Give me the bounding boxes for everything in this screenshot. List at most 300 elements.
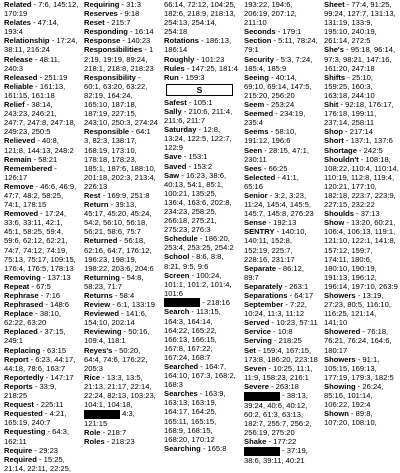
- index-entry: [324, 327, 399, 354]
- entry-term: Show: [324, 218, 345, 228]
- index-entry: [4, 55, 79, 73]
- entry-term: Replacing: [4, 345, 41, 355]
- index-entry: [84, 291, 159, 300]
- entry-term: Reportedly: [4, 372, 44, 382]
- entry-locators: - 137:1, 137:6: [343, 136, 393, 146]
- entry-locators: - 58:4: [112, 291, 135, 300]
- entry-locators: - 163:9, 163:13, 163:19, 164:17, 164:25, 165:11, 165:15, 168:9, 168:15, 168:20, 170:12: [164, 389, 226, 444]
- index-entry: [324, 45, 399, 72]
- entry-locators: - 217:14: [342, 127, 373, 137]
- entry-term: Removing: [4, 272, 41, 282]
- index-entry: [84, 36, 159, 45]
- entry-locators: - 25:10, 159:25, 160:3, 163:18, 244:10: [324, 72, 375, 100]
- entry-locators: - 37:19, 38:6, 39:11, 40:21: [244, 446, 308, 465]
- entry-locators: - 1 2:19, 19:19, 89:24, 218:1, 218:8, 218:23: [84, 45, 154, 73]
- entry-term: Role: [84, 427, 101, 437]
- entry-locators: - 251:19: [37, 72, 68, 82]
- entry-term: Report: [4, 354, 29, 364]
- index-entry: [244, 191, 319, 218]
- index-entry: [84, 309, 159, 327]
- entry-locators: - 165:8: [200, 443, 227, 453]
- index-entry: [164, 73, 239, 82]
- entry-term: Run: [164, 72, 179, 82]
- index-entry: [84, 409, 159, 428]
- entry-term: Showers: [324, 291, 356, 300]
- entry-locators: - 225:11: [33, 400, 64, 410]
- entry-locators: - 38:14, 243:23, 246:21, 247:7, 247:8, 247:18, 249:23, 250:5: [4, 100, 76, 137]
- entry-term: Showers: [324, 354, 356, 364]
- entry-locators: - 218:16: [200, 297, 230, 307]
- index-entry: [84, 18, 159, 27]
- entry-locators: - 46:6, 46:9, 47:7, 48:2, 58:25, 74:1, 178:15: [4, 181, 77, 210]
- index-entry: [4, 409, 79, 427]
- index-entry: [164, 298, 239, 308]
- entry-term: Relationship: [4, 36, 50, 46]
- entry-term: Response: [84, 36, 121, 46]
- entry-locators: - 6:23, 44:17, 44:18, 78:6, 163:7: [4, 354, 76, 373]
- index-entry: [244, 437, 319, 446]
- entry-term: Seem: [244, 100, 265, 110]
- index-entry: [164, 125, 239, 152]
- entry-locators: - 234:19, 235:4: [244, 109, 306, 128]
- entry-locators: - 16:23, 38:6, 40:13, 54:1, 85:1, 100:21, 135:25, 136:4, 163:6, 202:8, 234:23, 258:25, 266:18, 275:21, 275:23, 276:3: [164, 170, 232, 235]
- entry-term: Returns: [84, 291, 113, 300]
- entry-term: Seems: [244, 127, 269, 137]
- entry-term: Release: [4, 54, 33, 64]
- entry-locators: - 10:25, 11:1, 11:9, 158:23, 216:1: [244, 363, 313, 382]
- entry-term: Relieved: [4, 136, 36, 146]
- entry-term: Saturday: [164, 125, 197, 135]
- index-entry: [324, 291, 399, 327]
- entry-term: Shop: [324, 127, 343, 137]
- entry-locators: - 16:14: [127, 27, 154, 37]
- redaction-bar: [84, 410, 120, 419]
- entry-locators: - 64:3, 162:11: [4, 427, 69, 446]
- index-entry: 66:14, 72:12, 104:25, 182:6, 218:9, 218:13, 254:13, 254:14, 254:18: [164, 0, 236, 37]
- index-entry: [4, 155, 79, 164]
- entry-locators: - 91:1, 105:15, 169:13, 177:19, 179:3, 182:5: [324, 354, 394, 382]
- entry-locators: - 159:4, 167:15, 173:8, 186:20, 223:18: [244, 345, 318, 364]
- entry-locators: - 54:8, 58:23, 71:7: [84, 272, 144, 291]
- entry-locators: - 13:3, 13:5, 21:13, 21:17, 22:14, 22:24, 82:13, 103:23, 104:1, 104:18,: [84, 372, 156, 410]
- entry-locators: - 12:8, 13:24, 122:5, 122:7, 122:9: [164, 125, 232, 153]
- entry-locators: - 63:15: [40, 345, 67, 355]
- entry-term: School: [164, 252, 190, 262]
- index-entry: [4, 273, 79, 282]
- entry-term: Responsible: [84, 127, 130, 137]
- entry-term: Saved: [164, 161, 187, 171]
- entry-term: Seen: [244, 145, 263, 155]
- entry-term: Requested: [4, 409, 43, 419]
- entry-term: Sees: [244, 163, 262, 173]
- index-entry: [244, 109, 319, 127]
- entry-term: Showered: [324, 327, 361, 337]
- entry-locators: - 67:5: [29, 281, 51, 291]
- index-entry: [244, 100, 319, 109]
- index-entry: [4, 182, 79, 209]
- entry-term: She's: [324, 45, 344, 55]
- entry-locators: - 56:18, 62:16, 64:7, 176:12, 196:23, 198:19, 198:22, 203:6, 204:6: [84, 236, 154, 273]
- entry-locators: - 13:20, 60:21, 106:4, 106:13, 119:1, 121:10, 122:1, 141:8, 157:12, 159:7, 174:11, 180:6, 180:10, 190:19, 191:13, 196:12, 196:14, 197:10, 263:9: [324, 218, 398, 291]
- index-entry: [4, 400, 79, 409]
- entry-term: Returning: [84, 272, 120, 282]
- index-entry: [84, 428, 159, 437]
- entry-term: Safest: [164, 97, 187, 107]
- entry-locators: - 179:1: [275, 27, 302, 37]
- entry-locators: - 137:13: [40, 272, 71, 282]
- index-entry: [84, 200, 159, 236]
- index-entry: [84, 45, 159, 72]
- index-entry: [4, 282, 79, 291]
- entry-locators: - 76:18, 76:21, 76:24, 164:6, 180:17: [324, 327, 392, 355]
- entry-term: Saw: [164, 170, 180, 180]
- index-entry: [84, 73, 159, 128]
- index-entry: [244, 55, 319, 73]
- entry-term: Reset: [84, 18, 105, 28]
- entry-locators: - 48:11, 240:3: [4, 54, 61, 73]
- entry-locators: - 108:18, 108:22, 110:4, 110:14, 110:19, 112:8, 119:4, 120:21, 177:10, 182:18, 223:7, 223:9, 227:15, 232:22: [324, 154, 399, 210]
- entry-locators: - 7:6, 145:12, 170:19: [4, 0, 79, 19]
- entry-term: Searches: [164, 389, 198, 399]
- index-entry: [4, 164, 79, 182]
- index-entry: [164, 362, 239, 389]
- index-entry: [244, 364, 319, 382]
- index-entry: [84, 437, 159, 446]
- entry-locators: - 92:18, 176:17, 176:18, 199:11, 237:14, 258:11: [324, 100, 394, 128]
- index-column-5: [320, 0, 400, 428]
- index-entry: [4, 309, 79, 327]
- entry-term: Requiring: [84, 0, 120, 9]
- entry-term: Reports: [4, 381, 33, 391]
- entry-locators: - 38:10, 62:22, 63:20: [4, 309, 62, 328]
- index-entry: [244, 73, 319, 100]
- index-entry: [4, 446, 79, 455]
- index-entry: [4, 373, 79, 382]
- entry-locators: - 218:23: [104, 436, 135, 446]
- index-entry: [324, 127, 399, 136]
- entry-locators: - 64:17: [287, 291, 314, 300]
- index-entry: [4, 382, 79, 400]
- index-entry: 193:22, 194:6, 206:19, 207:12, 211:10: [244, 0, 297, 28]
- entry-locators: - 26:24, 85:16, 101:14, 106:22, 192:4: [324, 381, 384, 410]
- entry-term: Replaced: [4, 327, 38, 337]
- index-entry: [244, 173, 319, 191]
- entry-locators: - 29:23: [32, 445, 59, 455]
- index-entry: [324, 73, 399, 100]
- index-column-1: [0, 0, 80, 473]
- entry-locators: - 101:23: [194, 54, 225, 64]
- entry-locators: - 4:21, 165:19, 240:7: [4, 409, 67, 428]
- entry-locators: - 86:12, 89:7: [244, 263, 304, 282]
- index-entry: [324, 155, 399, 210]
- index-entry: [4, 291, 79, 300]
- index-entry: [164, 36, 239, 54]
- index-entry: [4, 0, 79, 18]
- entry-term: Showing: [324, 381, 356, 391]
- index-entry: [244, 218, 319, 227]
- entry-term: Rephrased: [4, 300, 44, 310]
- index-entry: [244, 291, 319, 300]
- entry-locators: - 5:11, 78:24, 79:1: [244, 36, 318, 55]
- entry-locators: - 113:15, 164:3, 164:14, 164:22, 165:22, 166:13, 166:15, 167:8, 167:22, 167:24, 168:7: [164, 307, 221, 362]
- index-entry: [4, 327, 79, 345]
- entry-term: Related: [4, 0, 32, 9]
- index-entry: [84, 9, 159, 18]
- entry-term: Seemed: [244, 109, 274, 119]
- entry-locators: - 242:5: [356, 145, 383, 155]
- entry-term: Seeing: [244, 72, 269, 82]
- index-entry: [244, 36, 319, 54]
- entry-term: Required: [4, 454, 37, 464]
- entry-term: Roles: [84, 436, 105, 446]
- entry-term: Shoulds: [324, 209, 354, 219]
- index-entry: [324, 209, 399, 218]
- entry-term: Released: [4, 72, 38, 82]
- entry-locators: - 169:9, 251:8: [100, 190, 150, 200]
- index-entry: [244, 164, 319, 173]
- entry-term: Set: [244, 345, 256, 355]
- entry-term: Seven: [244, 363, 267, 373]
- index-entry: [244, 391, 319, 437]
- entry-term: Shortage: [324, 145, 357, 155]
- entry-term: Remain: [4, 154, 32, 164]
- entry-term: Separately: [244, 281, 283, 291]
- entry-term: Section: [244, 36, 272, 46]
- index-entry: [4, 82, 79, 100]
- entry-locators: - 31:3: [119, 0, 141, 9]
- index-entry: [164, 444, 239, 453]
- entry-term: Require: [4, 445, 33, 455]
- index-entry: [4, 73, 79, 82]
- entry-locators: - 186:20, 253:4, 253:25, 254:2: [164, 234, 234, 253]
- entry-locators: - 148:6: [43, 300, 70, 310]
- index-entry: [324, 382, 399, 409]
- entry-locators: - 50:20, 64:4, 74:6, 176:22, 205:3: [84, 345, 148, 373]
- entry-locators: - 66:25: [261, 163, 288, 173]
- entry-locators: - 89:8, 107:20, 108:10,: [324, 409, 377, 428]
- index-entry: [244, 346, 319, 364]
- entry-locators: - 41:1, 65:16: [244, 172, 299, 191]
- entry-term: Service: [244, 327, 272, 337]
- entry-term: Review: [84, 300, 111, 310]
- entry-locators: - 38:13, 39:24, 40:6, 40:12, 60:2, 61:3, 63:13, 182:7, 255:7, 256:2, 256:19, 275:20: [244, 391, 312, 437]
- entry-term: Reyes's: [84, 345, 113, 355]
- entry-locators: - 159:3: [178, 72, 205, 82]
- entry-locators: - 13:19, 27:23, 80:5, 116:10, 116:25, 121:14, 141:10: [324, 291, 391, 328]
- entry-locators: - 10:23, 57:11: [269, 318, 318, 328]
- entry-term: Replace: [4, 309, 34, 319]
- index-entry: [4, 136, 79, 154]
- entry-locators: - 64:1 3, 82:3, 138:17, 168:19, 173:10, 178:18, 178:23, 185:1, 187:6, 188:10, 201:18, 202:3, 213:4, 226:13: [84, 127, 156, 191]
- entry-term: Reliable: [4, 81, 34, 91]
- entry-locators: - 161:13, 161:15, 161:18: [4, 81, 66, 100]
- entry-term: Reviewing: [84, 327, 122, 337]
- entry-locators: - 164:7, 164:10, 167:3, 168:2, 168:3: [164, 361, 236, 390]
- entry-term: Save: [164, 152, 182, 162]
- entry-term: Searching: [164, 443, 201, 453]
- entry-locators: - 126:17: [4, 163, 57, 182]
- entry-locators: - 105:1: [186, 97, 213, 107]
- index-entry: [164, 252, 239, 270]
- entry-locators: - 40:14, 69:10, 69:14, 147:5, 215:20, 256:20: [244, 72, 312, 100]
- entry-locators: - 95:18, 96:14, 97:3, 98:21, 147:16, 161:20, 247:18: [324, 45, 396, 73]
- index-entry: [4, 100, 79, 136]
- index-entry: [4, 18, 79, 36]
- entry-term: Selected: [244, 172, 276, 182]
- entry-locators: - 192:13: [266, 218, 297, 228]
- entry-locators: - 6:1, 133:19: [110, 300, 155, 310]
- entry-term: Request: [4, 400, 34, 410]
- entry-term: Return: [84, 200, 109, 210]
- entry-locators: - 153:2: [186, 161, 213, 171]
- entry-locators: - 7:22, 10:24, 11:3, 11:12: [244, 300, 307, 319]
- entry-term: Screen: [164, 270, 190, 280]
- entry-locators: - 263:1: [282, 281, 309, 291]
- index-entry: [84, 127, 159, 191]
- index-entry: [164, 307, 239, 362]
- entry-locators: - 47:14, 193:4: [4, 18, 59, 37]
- index-entry: [164, 98, 239, 107]
- entry-term: Remove: [4, 181, 34, 191]
- index-entry: [324, 355, 399, 382]
- index-entry: [244, 146, 319, 164]
- entry-term: Requesting: [4, 427, 46, 437]
- index-entry: [164, 162, 239, 171]
- entry-locators: - 218:7: [100, 427, 127, 437]
- index-entry: [324, 0, 399, 45]
- entry-term: Shake: [244, 436, 267, 446]
- index-entry: [244, 318, 319, 327]
- entry-term: Senior: [244, 190, 268, 200]
- entry-term: Repeat: [4, 281, 30, 291]
- entry-locators: - 100:24, 101:1, 101:2, 101:4, 101:6: [164, 270, 232, 298]
- entry-term: Remembered: [4, 163, 53, 173]
- entry-term: Returned: [84, 236, 118, 246]
- entry-locators: - 10:8: [271, 327, 293, 337]
- entry-locators: - 17:24, 38:11, 216:24: [4, 36, 78, 55]
- entry-term: Seconds: [244, 27, 276, 37]
- entry-term: Shit: [324, 100, 339, 110]
- index-entry: [244, 264, 319, 282]
- section-letter-heading: S: [166, 84, 233, 96]
- entry-locators: - 77:4, 91:25, 99:24, 127:7, 131:13, 131:19, 133:9, 195:10, 240:19, 261:14, 272:5: [324, 0, 396, 46]
- entry-term: Sense: [244, 218, 267, 228]
- entry-term: Relates: [4, 18, 32, 28]
- entry-locators: - 15:25, 21:14, 22:11, 22:25,: [4, 454, 71, 473]
- index-entry: [4, 355, 79, 373]
- entry-term: Responsibilities: [84, 45, 143, 55]
- entry-locators: - 215:7: [104, 18, 131, 28]
- entry-term: Search: [164, 307, 190, 317]
- entry-term: Shifts: [324, 72, 346, 82]
- entry-locators: 4:3, 121:15: [84, 409, 135, 428]
- entry-locators: - 17:24, 33:6, 33:11, 42:1, 45:1, 58:25, 59:4, 59:6, 62:12, 62:21, 74:7, 74:12, 74:19, 75:13, 75:17, 109:15, 176:4, 176:5, 178:13: [4, 209, 76, 273]
- redaction-bar: [244, 392, 280, 401]
- entry-locators: - 28:15, 47:1, 230:11: [244, 145, 310, 164]
- entry-locators: - 40:8, 121:8, 144:13, 248:2: [4, 136, 74, 155]
- index-entry: [84, 273, 159, 291]
- entry-locators: - 177:22: [266, 436, 297, 446]
- entry-locators: - 153:1: [181, 152, 208, 162]
- index-entry: [84, 191, 159, 200]
- index-column-4: [240, 0, 320, 465]
- entry-term: Sheet: [324, 0, 345, 9]
- redaction-bar: [244, 447, 280, 456]
- index-entry: [164, 55, 239, 64]
- entry-locators: - 147:17: [43, 372, 74, 382]
- entry-term: Responsibility: [84, 72, 136, 82]
- entry-locators: - 210:6, 211:4, 211:6, 211:7: [164, 106, 233, 126]
- index-entry: [164, 64, 239, 73]
- entry-term: Rotations: [164, 36, 200, 46]
- entry-term: Rest: [84, 190, 101, 200]
- entry-term: Separate: [244, 263, 277, 273]
- entry-term: Roughly: [164, 54, 195, 64]
- index-entry: [324, 100, 399, 127]
- entry-locators: - 218:25: [271, 336, 302, 346]
- entry-term: Relief: [4, 100, 25, 110]
- entry-locators: - 50:16, 109:4, 118:1: [84, 327, 150, 346]
- entry-locators: - 39:13, 45:17, 45:20, 45:24, 54:2, 56:10, 56:18, 56:21, 58:6, 75:7: [84, 200, 152, 237]
- index-entry: [244, 336, 319, 345]
- entry-term: Severe: [244, 381, 269, 391]
- index-entry: [324, 136, 399, 145]
- entry-term: Rules: [164, 63, 185, 73]
- entry-term: Shouldn't: [324, 154, 359, 164]
- entry-locators: - 7:16: [38, 291, 61, 300]
- index-entry: [84, 27, 159, 36]
- entry-locators: - 9:18: [117, 9, 140, 19]
- entry-locators: - 33:9, 218:25: [4, 381, 57, 401]
- entry-term: Responding: [84, 27, 128, 37]
- index-entry: [84, 346, 159, 373]
- entry-locators: - 5:3, 7:24, 185:4, 185:9: [244, 54, 313, 73]
- entry-locators: - 58:10, 191:12, 196:6: [244, 127, 297, 146]
- entry-term: Separations: [244, 291, 288, 300]
- index-entry: [324, 409, 399, 427]
- entry-term: Sally: [164, 106, 182, 116]
- index-entry: [244, 446, 319, 465]
- index-entry: [244, 282, 319, 291]
- index-entry: [164, 389, 239, 444]
- entry-term: Reviewed: [84, 309, 120, 319]
- entry-term: Short: [324, 136, 344, 146]
- redaction-bar: [164, 298, 200, 307]
- entry-locators: - 8:6, 8:8, 8:21, 9:5, 9:6: [164, 252, 224, 271]
- index-entry: [324, 218, 399, 291]
- entry-locators: - 140:10, 140:11, 152:8, 152:19, 225:7, 228:16, 231:17: [244, 227, 307, 264]
- entry-term: Security: [244, 54, 274, 64]
- index-entry: [4, 209, 79, 273]
- index-entry: [244, 300, 319, 318]
- index-entry: [4, 36, 79, 54]
- entry-term: Served: [244, 318, 270, 328]
- entry-locators: - 253:24: [264, 100, 295, 110]
- index-entry: [4, 300, 79, 309]
- index-entry: [84, 300, 159, 309]
- index-entry: [244, 382, 319, 391]
- index-entry: [4, 346, 79, 355]
- entry-term: Rephrase: [4, 291, 39, 300]
- entry-locators: - 140:23: [120, 36, 151, 46]
- index-entry: [84, 327, 159, 345]
- entry-locators: - 3:2, 3:23, 11:24, 145:4, 145:5, 145:7, 145:8, 276:23: [244, 190, 314, 219]
- index-entry: [244, 227, 319, 263]
- entry-term: Searched: [164, 361, 199, 371]
- index-entry: [84, 236, 159, 272]
- entry-term: Reserves: [84, 9, 118, 19]
- index-column-3: [160, 0, 240, 453]
